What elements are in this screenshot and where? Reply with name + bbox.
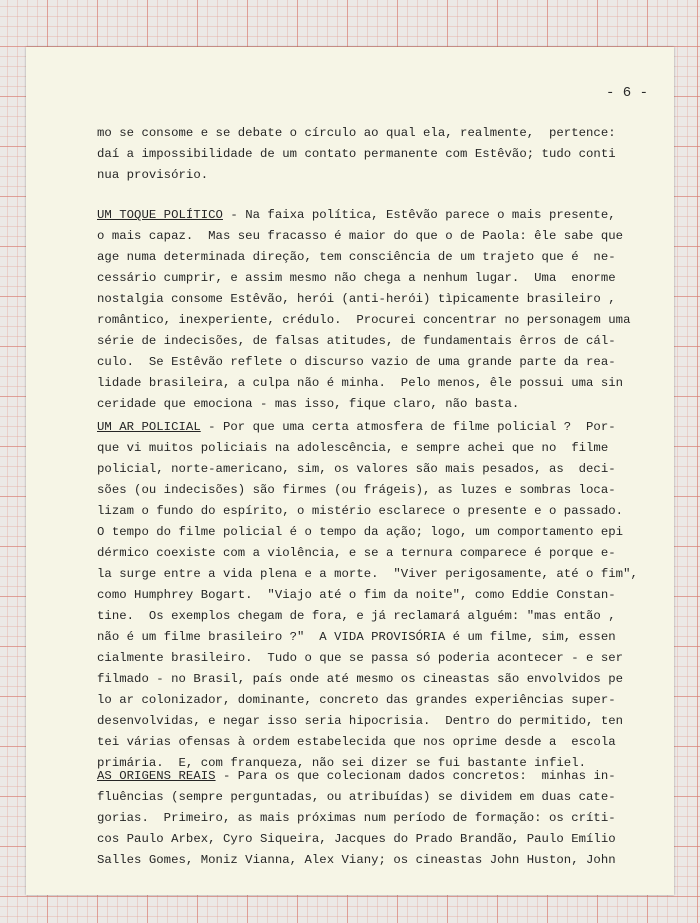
text-line: daí a impossibilidade de um contato permanente com Estêvão; tudo conti (97, 147, 616, 161)
text-line: lidade brasileira, a culpa não é minha. Pelo menos, êle possui uma sin (97, 376, 624, 390)
page-number: - 6 - (606, 85, 649, 101)
text-line: o mais capaz. Mas seu fracasso é maior do que o de Paola: êle sabe que (97, 229, 624, 243)
section-first-line (97, 205, 649, 226)
text-line: desenvolvidas, e negar isso seria hipocrisia. Dentro do permitido, ten (97, 714, 624, 728)
section-police (97, 417, 649, 774)
text-line: la surge entre a vida plena e a morte. "Viver perigosamente, até o fim", (97, 567, 638, 581)
text-line: nua provisório. (97, 168, 209, 182)
text-line: fluências (sempre perguntadas, ou atribuídas) se dividem em duas cate- (97, 790, 616, 804)
text-line: cos Paulo Arbex, Cyro Siqueira, Jacques do Prado Brandão, Paulo Emílio (97, 832, 616, 846)
section-heading: UM AR POLICIAL (97, 420, 201, 434)
text-line: gorias. Primeiro, as mais próximas num período de formação: os críti- (97, 811, 616, 825)
text-line: romântico, inexperiente, crédulo. Procurei concentrar no personagem uma (97, 313, 631, 327)
text-line: como Humphrey Bogart. "Viajo até o fim da noite", como Eddie Constan- (97, 588, 616, 602)
text-line: ceridade que emociona - mas isso, fique claro, não basta. (97, 397, 520, 411)
text-line: lo ar colonizador, dominante, concreto das grandes experiências super- (97, 693, 616, 707)
text-line: mo se consome e se debate o círculo ao qual ela, realmente, pertence: (97, 126, 616, 140)
text-line: Salles Gomes, Moniz Vianna, Alex Viany; os cineastas John Huston, John (97, 853, 616, 867)
section-political (97, 205, 649, 415)
text-line: policial, norte-americano, sim, os valores são mais pesados, as deci- (97, 462, 616, 476)
text-line: dérmico coexiste com a violência, e se a ternura comparece é porque e- (97, 546, 616, 560)
text-line: tei várias ofensas à ordem estabelecida que nos oprime desde a escola (97, 735, 616, 749)
text-line: cialmente brasileiro. Tudo o que se passa só poderia acontecer - e ser (97, 651, 624, 665)
text-line: série de indecisões, de falsas atitudes, de fundamentais êrros de cál- (97, 334, 616, 348)
section-origins (97, 766, 649, 871)
text-line: culo. Se Estêvão reflete o discurso vazio de uma grande parte da rea- (97, 355, 616, 369)
text-line: - Por que uma certa atmosfera de filme policial ? Por- (200, 420, 616, 434)
text-line: cessário cumprir, e assim mesmo não chega a nenhum lugar. Uma enorme (97, 271, 616, 285)
text-line: sões (ou indecisões) são firmes (ou frágeis), as luzes e sombras loca- (97, 483, 616, 497)
text-line: - Para os que colecionam dados concretos: minhas in- (215, 769, 616, 783)
text-line: age numa determinada direção, tem consciência de um trajeto que é ne- (97, 250, 616, 264)
section-heading: UM TOQUE POLÍTICO (97, 208, 223, 222)
intro-paragraph (97, 123, 649, 186)
section-first-line (97, 417, 649, 438)
section-heading: AS ORIGENS REAIS (97, 769, 216, 783)
text-line: não é um filme brasileiro ?" A VIDA PROVISÓRIA é um filme, sim, essen (97, 630, 616, 644)
text-line: - Na faixa política, Estêvão parece o mais presente, (222, 208, 616, 222)
section-first-line (97, 766, 649, 787)
text-line: nostalgia consome Estêvão, herói (anti-herói) tìpicamente brasileiro , (97, 292, 616, 306)
text-line: que vi muitos policiais na adolescência, e sempre achei que no filme (97, 441, 609, 455)
text-line: lizam o fundo do espírito, o mistério esclarece o presente e o passado. (97, 504, 624, 518)
text-line: filmado - no Brasil, país onde até mesmo os cineastas são envolvidos pe (97, 672, 624, 686)
text-line: primária. E, com franqueza, não sei dizer se fui bastante infiel. (97, 756, 587, 770)
text-line: tine. Os exemplos chegam de fora, e já reclamará alguém: "mas então , (97, 609, 616, 623)
text-line: O tempo do filme policial é o tempo da ação; logo, um comportamento epi (97, 525, 624, 539)
